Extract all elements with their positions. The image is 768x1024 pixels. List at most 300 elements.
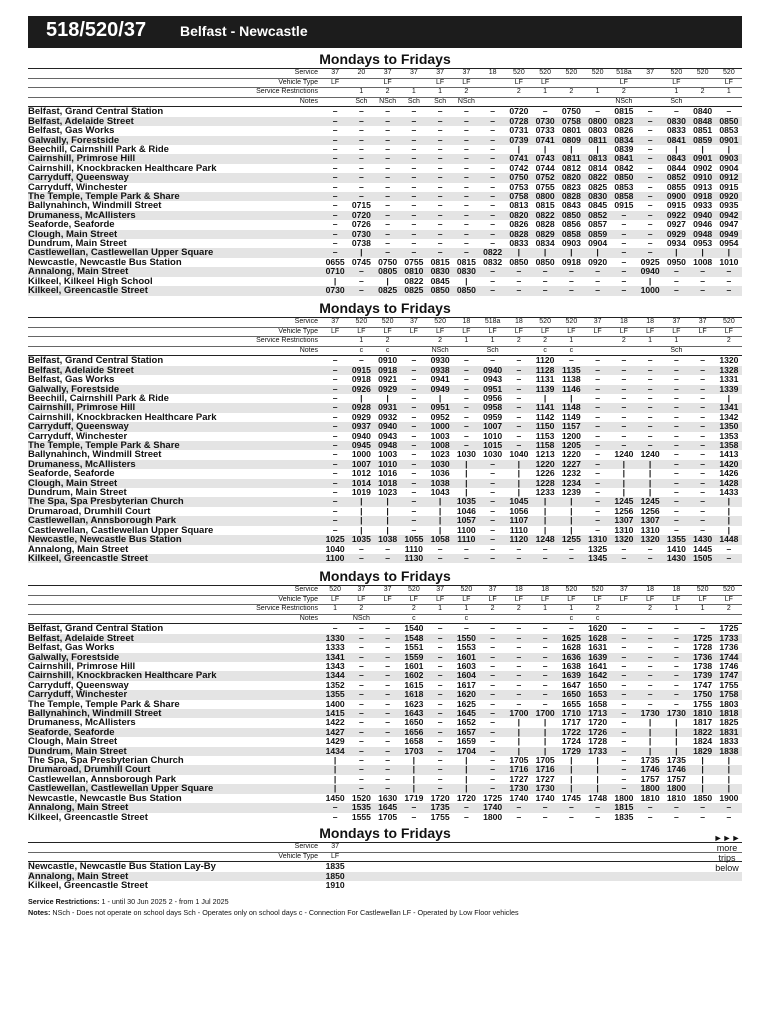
- time-cell: –: [322, 366, 348, 375]
- time-cell: –: [453, 385, 479, 394]
- time-cell: –: [568, 544, 574, 554]
- time-cell: –: [568, 355, 574, 366]
- stop-row: [28, 497, 742, 506]
- stop-row: [28, 136, 742, 145]
- time-cell: –: [516, 699, 522, 709]
- stop-row: [28, 803, 742, 812]
- header-cell: [637, 78, 663, 88]
- time-cell: 1234: [558, 479, 584, 488]
- header-cell: 1: [569, 605, 574, 613]
- time-cell: –: [647, 643, 653, 653]
- header-cell: [690, 614, 716, 624]
- time-cell: 1733: [585, 747, 611, 756]
- header-cell: 2: [464, 88, 469, 96]
- time-cell: –: [411, 126, 417, 136]
- time-cell: –: [673, 450, 679, 460]
- header-cell: 2: [385, 337, 390, 345]
- time-cell: –: [411, 450, 417, 460]
- time-cell: 1333: [325, 643, 345, 653]
- time-cell: |: [622, 488, 626, 498]
- time-cell: [585, 862, 611, 872]
- time-cell: 1658: [588, 699, 608, 709]
- header-cell: [480, 78, 506, 88]
- time-cell: –: [690, 460, 716, 469]
- time-cell: 1755: [719, 680, 739, 690]
- time-cell: –: [411, 163, 417, 173]
- header-cell: 2: [726, 605, 731, 613]
- time-cell: 1725: [690, 634, 716, 643]
- header-cell: 2: [700, 88, 705, 96]
- time-cell: –: [621, 355, 627, 366]
- time-cell: 1725: [719, 623, 739, 634]
- time-cell: –: [385, 182, 391, 192]
- time-cell: [611, 872, 637, 881]
- time-cell: 1422: [325, 718, 345, 728]
- time-cell: 0820: [558, 173, 584, 182]
- time-cell: –: [480, 653, 506, 662]
- time-cell: |: [322, 765, 348, 774]
- stop-name: Newcastle, Newcastle Bus Station Lay-By: [28, 861, 216, 872]
- time-cell: –: [690, 403, 716, 412]
- time-cell: |: [438, 525, 442, 535]
- time-cell: –: [716, 267, 742, 276]
- time-cell: –: [332, 812, 338, 822]
- time-cell: |: [360, 525, 363, 535]
- time-cell: 1415: [322, 709, 348, 718]
- time-cell: –: [506, 441, 532, 450]
- header-label: Service: [294, 843, 318, 850]
- stop-row: [28, 277, 742, 286]
- time-cell: 1153: [535, 431, 555, 441]
- time-cell: –: [332, 163, 338, 173]
- time-cell: 1310: [640, 525, 660, 535]
- time-cell: –: [595, 276, 601, 286]
- time-cell: |: [558, 497, 584, 506]
- header-cell: Sch: [486, 346, 499, 354]
- time-cell: 0752: [532, 173, 558, 182]
- time-cell: –: [322, 403, 348, 412]
- time-cell: –: [558, 803, 584, 812]
- time-cell: 0932: [378, 412, 398, 422]
- time-cell: 1228: [532, 479, 558, 488]
- time-cell: 1043: [430, 488, 450, 498]
- time-cell: –: [427, 784, 453, 793]
- header-cell: [611, 843, 637, 853]
- stop-name: Castlewellan, Annsborough Park: [28, 516, 322, 525]
- stop-name: Castlewellan, Annsborough Park: [28, 774, 176, 785]
- header-cell: 1: [333, 605, 338, 613]
- time-cell: –: [358, 756, 364, 766]
- time-cell: 1810: [666, 793, 686, 803]
- time-cell: 1035: [453, 497, 479, 506]
- time-cell: 1110: [453, 535, 479, 544]
- stop-name: Cairnshill, Primrose Hill: [28, 154, 322, 163]
- time-cell: |: [517, 488, 521, 498]
- stop-name: Galwally, Forestside: [28, 653, 322, 662]
- time-cell: 1430: [663, 554, 689, 563]
- time-cell: –: [516, 394, 522, 403]
- time-cell: 1604: [453, 671, 479, 680]
- time-cell: 1652: [456, 718, 476, 728]
- time-cell: 0745: [351, 257, 371, 267]
- time-cell: –: [427, 690, 453, 699]
- stop-name: Kilkeel, Kilkeel High School: [28, 276, 153, 287]
- time-cell: –: [690, 803, 716, 812]
- time-cell: 1810: [690, 709, 716, 718]
- time-cell: –: [690, 422, 716, 431]
- stop-row: [28, 460, 742, 469]
- time-cell: –: [595, 394, 601, 403]
- header-cell: 18: [646, 318, 655, 325]
- time-cell: 0843: [663, 154, 689, 163]
- time-cell: –: [490, 488, 496, 498]
- time-cell: –: [463, 355, 469, 366]
- time-cell: –: [348, 747, 374, 756]
- time-cell: |: [532, 516, 558, 525]
- time-cell: 0815: [456, 257, 476, 267]
- time-cell: –: [463, 126, 469, 136]
- time-cell: 0840: [693, 106, 713, 117]
- time-cell: –: [463, 239, 469, 249]
- time-cell: –: [358, 355, 364, 366]
- time-cell: [506, 881, 532, 890]
- time-cell: –: [637, 634, 663, 643]
- time-cell: –: [322, 173, 348, 182]
- header-cell: 37: [409, 69, 418, 76]
- time-cell: 0822: [585, 173, 611, 182]
- header-cell: NSch: [379, 97, 397, 105]
- time-cell: |: [637, 460, 663, 469]
- time-cell: –: [427, 173, 453, 182]
- stop-row: [28, 862, 742, 872]
- time-cell: –: [427, 117, 453, 126]
- time-cell: –: [690, 366, 716, 375]
- time-cell: –: [322, 230, 348, 239]
- stop-name: Castlewellan, Castlewellan Upper Square: [28, 784, 322, 793]
- stop-row: [28, 488, 742, 497]
- time-cell: –: [663, 497, 689, 506]
- header-cell: LF: [672, 327, 681, 335]
- time-cell: –: [506, 803, 532, 812]
- time-cell: –: [480, 173, 506, 182]
- time-cell: |: [465, 276, 468, 286]
- header-cell: c: [543, 346, 547, 354]
- time-cell: –: [542, 643, 548, 653]
- time-cell: [348, 862, 374, 872]
- time-cell: –: [673, 699, 679, 709]
- header-label: Notes: [299, 97, 318, 105]
- time-cell: 1200: [561, 431, 581, 441]
- time-cell: –: [332, 431, 338, 441]
- time-cell: –: [411, 239, 417, 249]
- time-cell: 1650: [404, 718, 424, 728]
- time-cell: –: [463, 394, 469, 403]
- stop-row: [28, 432, 742, 441]
- header-cell: 520: [591, 69, 604, 76]
- time-cell: –: [673, 394, 679, 403]
- time-cell: –: [437, 544, 443, 554]
- time-cell: –: [332, 506, 338, 516]
- time-cell: –: [647, 375, 653, 385]
- header-cell: 1: [700, 605, 705, 613]
- header-cell: LF: [488, 327, 497, 335]
- time-cell: 0833: [509, 239, 529, 249]
- time-cell: –: [611, 385, 637, 394]
- time-cell: –: [332, 239, 338, 249]
- time-cell: 1205: [558, 441, 584, 450]
- time-cell: 0753: [509, 182, 529, 192]
- time-cell: 0913: [693, 182, 713, 192]
- stop-row: [28, 258, 742, 267]
- header-cell: 520: [355, 318, 368, 325]
- time-cell: –: [490, 239, 496, 249]
- stop-row: [28, 164, 742, 173]
- time-cell: –: [506, 671, 532, 680]
- stop-row: [28, 737, 742, 746]
- time-cell: –: [647, 699, 653, 709]
- time-cell: –: [673, 643, 679, 653]
- time-cell: |: [716, 784, 742, 793]
- time-cell: –: [673, 355, 679, 366]
- time-cell: 1000: [351, 450, 371, 460]
- time-cell: –: [490, 544, 496, 554]
- time-cell: 1623: [404, 699, 424, 709]
- time-cell: –: [490, 182, 496, 192]
- stop-row: [28, 201, 742, 210]
- stop-name: Belfast, Grand Central Station: [28, 355, 164, 366]
- stop-name: Annalong, Main Street: [28, 544, 129, 554]
- header-cell: 37: [619, 586, 628, 593]
- time-cell: –: [358, 163, 364, 173]
- time-cell: –: [690, 267, 716, 276]
- time-cell: –: [322, 211, 348, 220]
- header-cell: 1: [359, 337, 364, 345]
- time-cell: –: [358, 643, 364, 653]
- time-cell: 1835: [325, 861, 345, 872]
- time-cell: |: [558, 248, 584, 257]
- time-cell: 0823: [611, 117, 637, 126]
- time-cell: |: [585, 248, 611, 257]
- time-cell: |: [585, 765, 611, 774]
- time-cell: 1120: [535, 355, 555, 366]
- time-cell: 1601: [453, 653, 479, 662]
- time-cell: –: [427, 154, 453, 163]
- time-cell: –: [348, 634, 374, 643]
- time-cell: 0949: [716, 230, 742, 239]
- time-cell: |: [727, 774, 731, 784]
- footnotes: [28, 896, 742, 918]
- time-cell: 0925: [640, 257, 660, 267]
- header-cell: LF: [409, 595, 418, 603]
- header-cell: 2: [595, 605, 600, 613]
- stop-name: Annalong, Main Street: [28, 803, 322, 812]
- time-cell: 1149: [562, 412, 581, 422]
- time-cell: –: [375, 653, 401, 662]
- time-cell: –: [611, 784, 637, 793]
- time-cell: –: [480, 747, 506, 756]
- time-cell: 1720: [456, 793, 476, 803]
- time-cell: [663, 881, 689, 890]
- header-cell: [506, 843, 532, 853]
- time-cell: |: [648, 469, 652, 479]
- header-label: Service: [294, 586, 318, 593]
- time-cell: –: [516, 276, 522, 286]
- time-cell: –: [490, 106, 496, 117]
- time-cell: 1040: [325, 544, 345, 554]
- stop-name: Galwally, Forestside: [28, 385, 322, 394]
- time-cell: –: [453, 230, 479, 239]
- time-cell: 1850: [322, 872, 348, 881]
- time-cell: 0852: [663, 173, 689, 182]
- time-cell: 0813: [509, 201, 529, 211]
- time-cell: –: [585, 366, 611, 375]
- time-cell: –: [463, 201, 469, 211]
- stop-row: [28, 248, 742, 257]
- time-cell: 1548: [401, 634, 427, 643]
- time-cell: |: [611, 460, 637, 469]
- time-cell: [453, 862, 479, 872]
- time-cell: |: [716, 497, 742, 506]
- time-cell: [585, 872, 611, 881]
- time-cell: 0953: [693, 239, 713, 249]
- time-cell: –: [516, 623, 522, 634]
- time-cell: –: [480, 709, 506, 718]
- time-cell: 1724: [561, 737, 581, 747]
- time-cell: –: [663, 286, 689, 295]
- time-cell: 1057: [453, 516, 479, 525]
- header-cell: [375, 843, 401, 853]
- stop-row: [28, 286, 742, 295]
- stop-row: [28, 192, 742, 201]
- time-cell: |: [596, 756, 599, 766]
- time-cell: –: [647, 126, 653, 136]
- time-cell: –: [375, 784, 401, 793]
- time-cell: 0812: [561, 163, 581, 173]
- time-cell: –: [637, 403, 663, 412]
- header-cell: 1: [438, 88, 443, 96]
- time-cell: |: [386, 525, 389, 535]
- time-cell: 0822: [532, 211, 558, 220]
- time-cell: 0820: [506, 211, 532, 220]
- restrictions-text: 1 - until 30 Jun 2025 2 - from 1 Jul 2025: [101, 897, 229, 906]
- time-cell: –: [427, 671, 453, 680]
- time-cell: –: [506, 403, 532, 412]
- stop-row: [28, 728, 742, 737]
- time-cell: –: [322, 192, 348, 201]
- time-cell: –: [480, 765, 506, 774]
- time-cell: –: [411, 182, 417, 192]
- time-cell: |: [532, 248, 558, 257]
- time-cell: [637, 881, 663, 890]
- time-cell: 0720: [348, 211, 374, 220]
- header-cell: 20: [357, 69, 366, 76]
- stop-row: [28, 126, 742, 135]
- time-cell: –: [427, 136, 453, 145]
- time-cell: 1429: [325, 737, 345, 747]
- time-cell: –: [490, 662, 496, 671]
- time-cell: –: [516, 431, 522, 441]
- header-cell: 18: [462, 318, 471, 325]
- time-cell: –: [621, 623, 627, 634]
- section-title: Mondays to Fridays: [319, 568, 451, 584]
- restrictions-row: [28, 337, 742, 347]
- time-cell: |: [570, 394, 573, 403]
- time-cell: –: [375, 173, 401, 182]
- header-label: Service: [294, 318, 318, 325]
- time-cell: 1341: [716, 403, 742, 412]
- time-cell: –: [453, 192, 479, 201]
- time-cell: 1010: [375, 460, 401, 469]
- header-cell: [532, 614, 558, 624]
- time-cell: –: [375, 765, 401, 774]
- header-label: Vehicle Type: [278, 852, 318, 860]
- time-cell: 1746: [637, 765, 663, 774]
- time-cell: 0922: [663, 211, 689, 220]
- header-cell: [427, 852, 453, 862]
- header-cell: LF: [357, 327, 366, 335]
- header-cell: [611, 605, 637, 615]
- time-cell: 1555: [351, 812, 371, 822]
- time-cell: |: [596, 774, 599, 784]
- time-cell: –: [427, 230, 453, 239]
- time-cell: 1220: [532, 460, 558, 469]
- header-cell: [480, 614, 506, 624]
- time-cell: 0750: [561, 106, 581, 117]
- time-cell: 1647: [561, 680, 581, 690]
- time-cell: –: [480, 192, 506, 201]
- stop-name: Newcastle, Newcastle Bus Station: [28, 257, 182, 268]
- time-cell: |: [360, 394, 363, 403]
- time-cell: –: [595, 488, 601, 498]
- stop-row: [28, 516, 742, 525]
- header-cell: LF: [724, 595, 733, 603]
- time-cell: –: [480, 154, 506, 163]
- time-cell: 0942: [716, 211, 742, 220]
- time-cell: |: [506, 479, 532, 488]
- header-cell: 2: [516, 88, 521, 96]
- time-cell: 1739: [690, 671, 716, 680]
- time-cell: 1535: [348, 803, 374, 812]
- header-cell: [637, 843, 663, 853]
- time-cell: 1755: [693, 699, 713, 709]
- header-cell: [322, 614, 348, 624]
- time-cell: 0915: [719, 182, 739, 192]
- time-cell: –: [348, 154, 374, 163]
- time-cell: |: [727, 506, 731, 516]
- time-cell: –: [490, 145, 496, 154]
- time-cell: 1657: [453, 728, 479, 737]
- time-cell: 1625: [456, 699, 476, 709]
- time-cell: 1553: [456, 643, 476, 653]
- stop-row: [28, 634, 742, 643]
- time-cell: –: [401, 441, 427, 450]
- time-cell: 0826: [509, 220, 529, 230]
- stop-row: [28, 624, 742, 634]
- time-cell: –: [673, 412, 679, 422]
- time-cell: |: [506, 747, 532, 756]
- time-cell: –: [611, 230, 637, 239]
- timetable: [28, 585, 742, 822]
- time-cell: –: [490, 680, 496, 690]
- header-cell: LF: [462, 78, 471, 86]
- header-cell: 2: [490, 605, 495, 613]
- time-cell: 1700: [506, 709, 532, 718]
- time-cell: 1341: [322, 653, 348, 662]
- header-cell: [480, 843, 506, 853]
- time-cell: 0850: [509, 257, 529, 267]
- time-cell: 0943: [483, 375, 503, 385]
- header-cell: 2: [516, 337, 521, 345]
